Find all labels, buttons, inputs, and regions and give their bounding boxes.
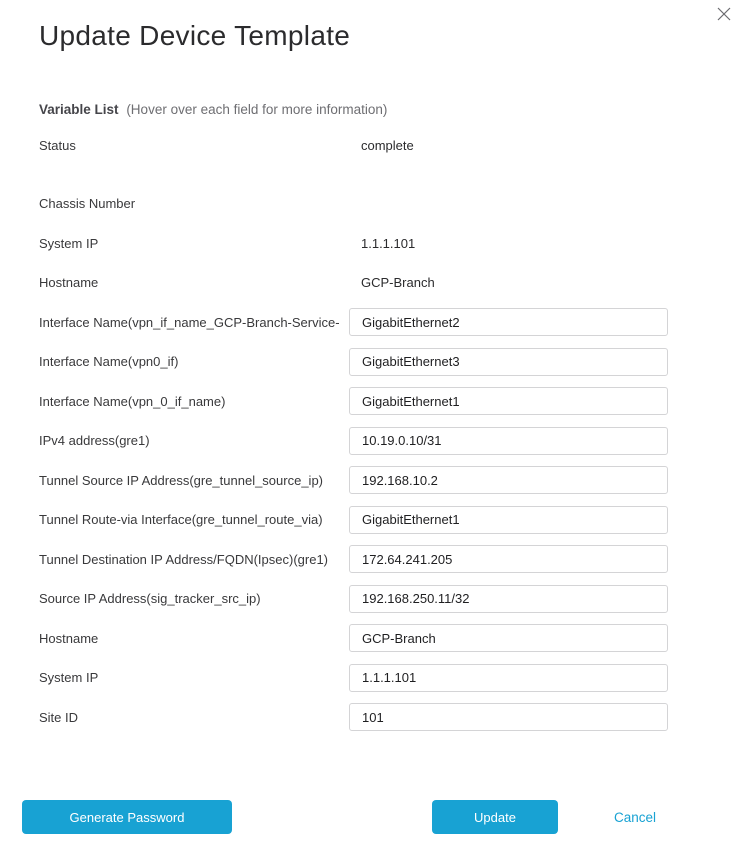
variable-list-title: Variable List [39, 102, 119, 117]
field-input[interactable] [349, 545, 668, 573]
variable-list-hint: (Hover over each field for more information) [126, 102, 388, 117]
field-label: Tunnel Source IP Address(gre_tunnel_source_ip) [39, 472, 324, 488]
field-row [39, 421, 732, 461]
update-button[interactable]: Update [432, 800, 558, 834]
field-label: System IP [39, 670, 99, 686]
field-row [39, 342, 732, 382]
field-label: Hostname [39, 630, 99, 646]
field-input[interactable] [349, 703, 668, 731]
field-row [39, 619, 732, 659]
field-label: Site ID [39, 709, 79, 725]
field-row [39, 263, 732, 303]
field-row [39, 579, 732, 619]
input-rows [39, 303, 732, 738]
field-input[interactable] [349, 506, 668, 534]
field-label: IPv4 address(gre1) [39, 433, 150, 449]
field-value: complete [361, 138, 414, 154]
field-input[interactable] [349, 585, 668, 613]
dialog-footer [0, 800, 752, 834]
static-rows [39, 126, 732, 303]
field-label: Status [39, 138, 76, 154]
field-row [39, 224, 732, 264]
field-row [39, 126, 732, 166]
field-label: Interface Name(vpn_0_if_name) [39, 393, 226, 409]
field-input[interactable] [349, 624, 668, 652]
generate-password-button[interactable]: Generate Password [22, 800, 232, 834]
field-label: Interface Name(vpn0_if) [39, 354, 179, 370]
field-row [39, 303, 732, 343]
page-title: Update Device Template [39, 20, 351, 51]
field-value: GCP-Branch [361, 275, 435, 291]
field-row [39, 698, 732, 738]
variable-list-header [39, 102, 387, 117]
field-label: Source IP Address(sig_tracker_src_ip) [39, 591, 261, 607]
field-value: 1.1.1.101 [361, 235, 416, 251]
field-input[interactable] [349, 427, 668, 455]
field-label: Chassis Number [39, 196, 136, 212]
field-row [39, 658, 732, 698]
field-label: Tunnel Destination IP Address/FQDN(Ipsec)(gre1) [39, 551, 329, 567]
field-input[interactable] [349, 308, 668, 336]
field-input[interactable] [349, 387, 668, 415]
field-row [39, 540, 732, 580]
field-input[interactable] [349, 664, 668, 692]
field-label: System IP [39, 235, 99, 251]
field-row [39, 382, 732, 422]
field-label: Hostname [39, 275, 99, 291]
close-icon[interactable] [715, 5, 733, 23]
cancel-link[interactable]: Cancel [614, 800, 656, 834]
field-label: Interface Name(vpn_if_name_GCP-Branch-Service- [39, 314, 340, 330]
field-row [39, 500, 732, 540]
variable-form [39, 126, 732, 737]
field-row [39, 184, 732, 224]
field-row [39, 461, 732, 501]
field-input[interactable] [349, 466, 668, 494]
field-input[interactable] [349, 348, 668, 376]
field-label: Tunnel Route-via Interface(gre_tunnel_route_via) [39, 512, 323, 528]
